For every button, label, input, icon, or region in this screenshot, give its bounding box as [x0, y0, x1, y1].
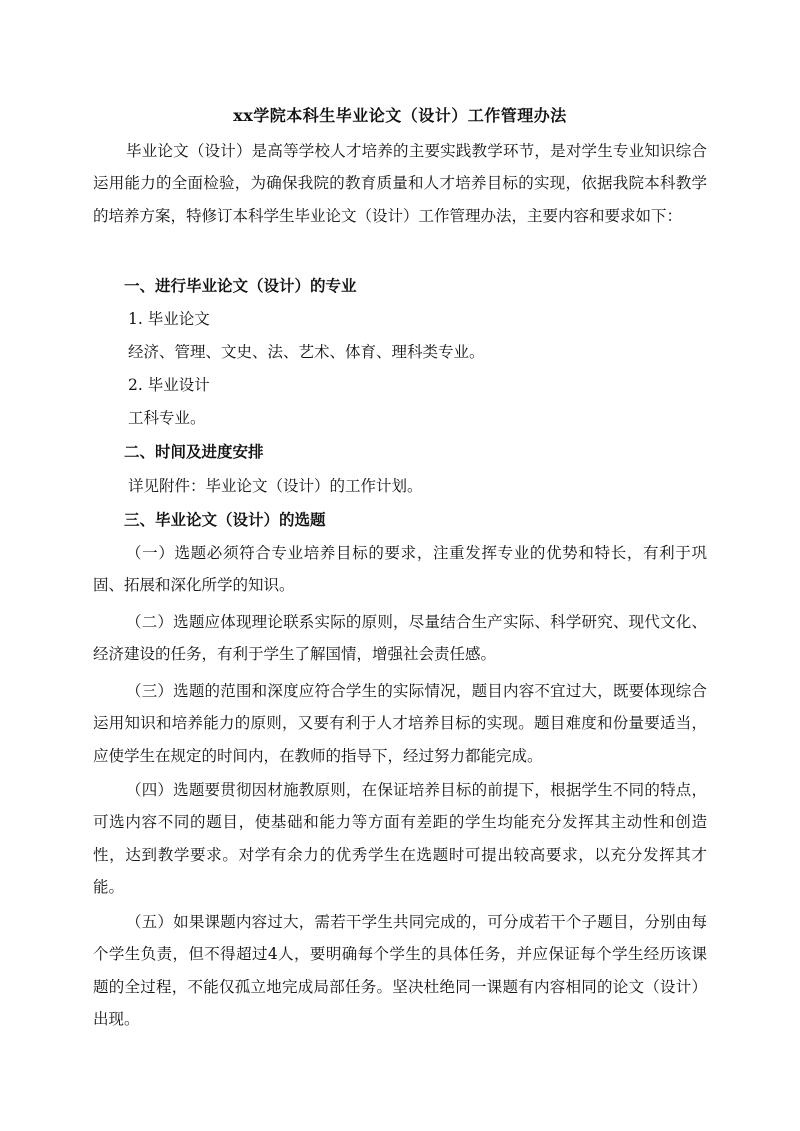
section1-item2-text: 工科专业。 [128, 409, 206, 427]
section1-item2-label: 2. 毕业设计 [128, 376, 210, 394]
section3-paragraph-3: （三）选题的范围和深度应符合学生的实际情况，题目内容不宜过大，既要体现综合运用知识和培养能力的原则，又要有利于人才培养目标的实现。题目难度和份量要适当，应使学生在规定的时间内，在教师的指导下，经过努力都能完成。 [93, 682, 707, 765]
section3-paragraph-2: （二）选题应体现理论联系实际的原则，尽量结合生产实际、科学研究、现代文化、经济建设的任务，有利于学生了解国情，增强社会责任感。 [93, 613, 707, 664]
section1-heading: 一、进行毕业论文（设计）的专业 [124, 276, 357, 295]
section3-paragraph-5: （五）如果课题内容过大，需若干学生共同完成的，可分成若干个子题目，分别由每个学生负责，但不得超过4人，要明确每个学生的具体任务，并应保证每个学生经历该课题的全过程，不能仅孤立地完成局部任务。坚决杜绝同一课题有内容相同的论文（设计）出现。 [93, 913, 707, 1028]
section3-paragraph-4: （四）选题要贯彻因材施教原则，在保证培养目标的前提下，根据学生不同的特点，可选内容不同的题目，使基础和能力等方面有差距的学生均能充分发挥其主动性和创造性，达到教学要求。对学有余力的优秀学生在选题时可提出较高要求，以充分发挥其才能。 [93, 781, 707, 896]
section3-heading: 三、毕业论文（设计）的选题 [124, 510, 326, 529]
section3-paragraph-1: （一）选题必须符合专业培养目标的要求，注重发挥专业的优势和特长，有利于巩固、拓展和深化所学的知识。 [93, 544, 707, 595]
section2-text: 详见附件：毕业论文（设计）的工作计划。 [128, 477, 423, 495]
intro-paragraph: 毕业论文（设计）是高等学校人才培养的主要实践教学环节，是对学生专业知识综合运用能力的全面检验，为确保我院的教育质量和人才培养目标的实现，依据我院本科教学的培养方案，特修订本科学生毕业论文（设计）工作管理办法，主要内容和要求如下： [93, 142, 707, 225]
section1-item1-label: 1. 毕业论文 [128, 310, 210, 328]
section2-heading: 二、时间及进度安排 [124, 442, 264, 461]
section1-item1-text: 经济、管理、文史、法、艺术、体育、理科类专业。 [128, 343, 485, 361]
document-title: xx学院本科生毕业论文（设计）工作管理办法 [233, 106, 567, 125]
